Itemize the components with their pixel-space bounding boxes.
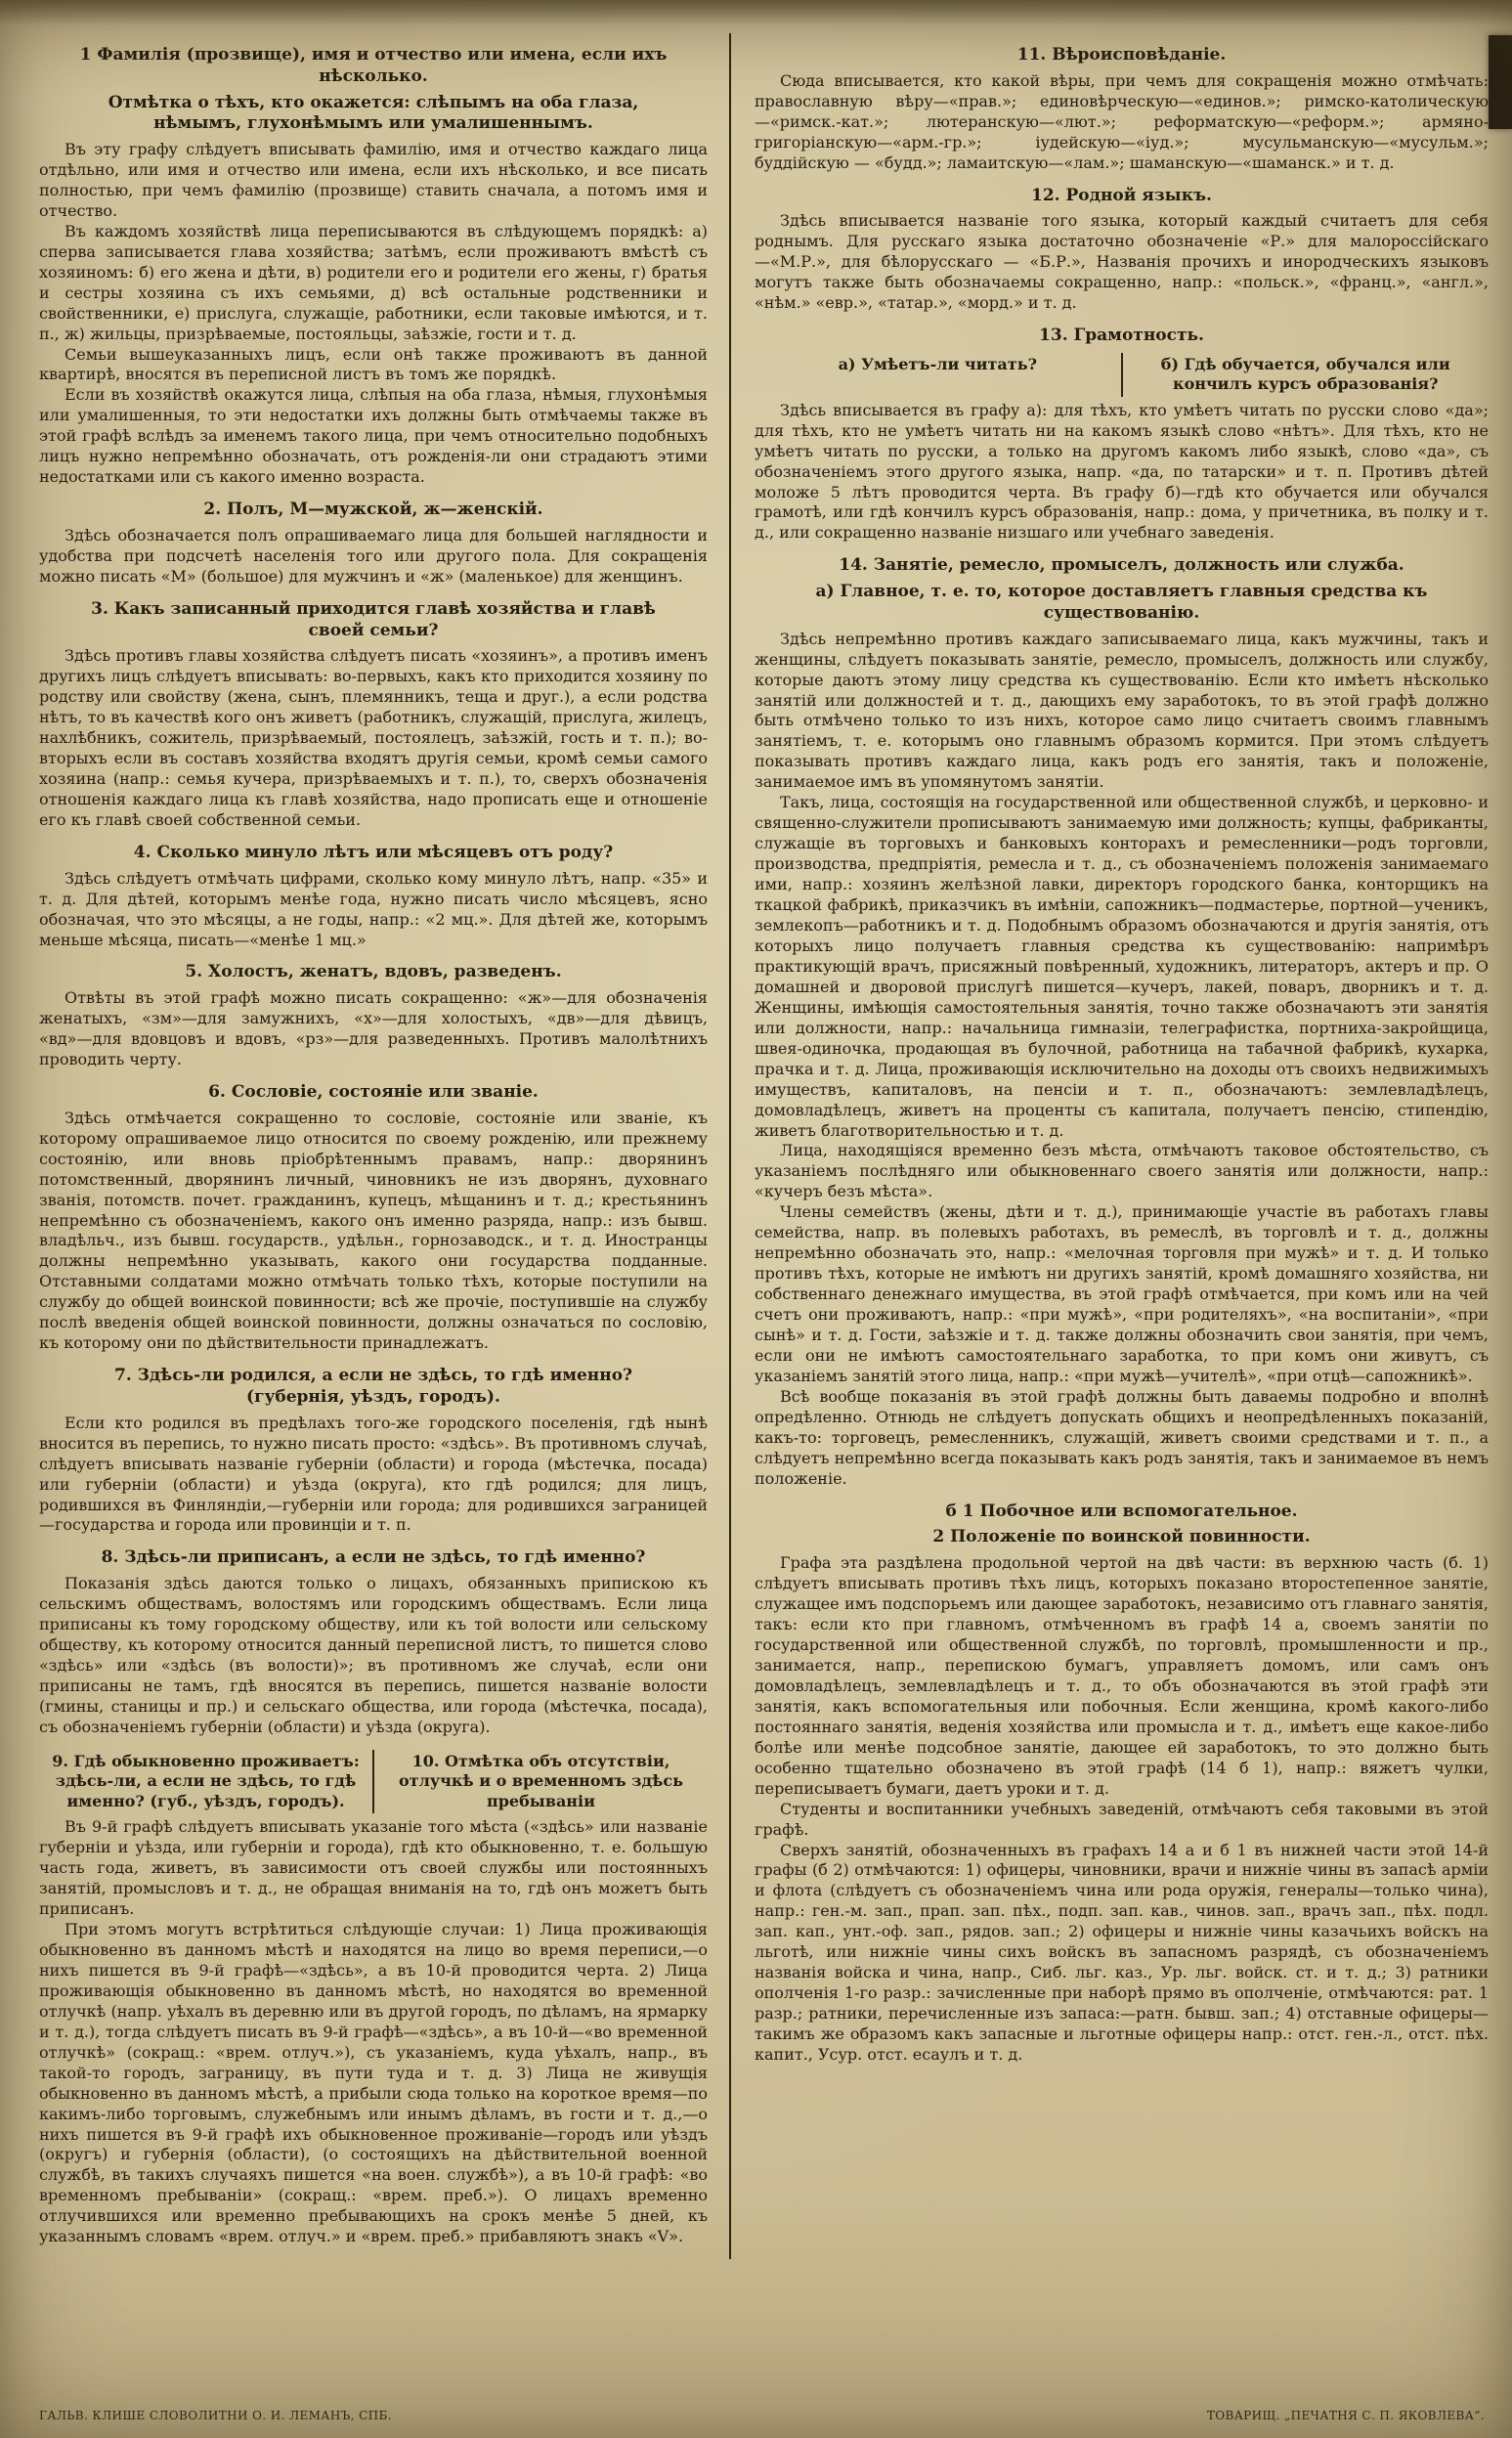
section-subheading: 2 Положеніе по воинской повинности. [932, 1527, 1311, 1547]
section-heading: 5. Холостъ, женатъ, вдовъ, разведенъ. [185, 962, 562, 982]
instruction-section [755, 186, 1489, 315]
right-column [731, 33, 1489, 2259]
paragraph: Лица, находящіяся временно безъ мѣста, отмѣчаютъ таковое обстоятельство, съ указаніемъ послѣдняго или обыкновеннаго своего занятія или должности, напр.: «кучеръ безъ мѣста». [755, 1141, 1489, 1201]
paragraph: Сверхъ занятій, обозначенныхъ въ графахъ 14 а и б 1 въ нижней части этой 14-й графы (б 2) отмѣчаются: 1) офицеры, чиновники, врачи и нижніе чины въ запасѣ арміи и флота (слѣдуетъ съ обозначеніемъ чина или рода оружія, генералы—только чина), напр.: ген.-м. зап., прап. зап. пѣх., подп. зап. кав., чинов. зап., врачъ зап., пѣх. подл. зап. кап., унт.-оф. зап., рядов. зап.; 2) офицеры и нижніе чины казачьихъ войскъ на льготѣ, или нижніе чины сихъ войскъ въ запасномъ разрядѣ, съ обозначеніемъ названія войска и чина, напр., Сиб. льг. каз., Ур. льг. войск. ст. и т. д.; 3) ратники ополченія 1-го разр.: зачисленные при наборѣ прямо въ ополченіе, отмѣчаются: рат. 1 разр.; ратники, перечисленные изъ запаса:—ратн. бывш. зап.; 4) отставные офицеры—такимъ же образомъ какъ запасные и льготные офицеры напр.: отст. ген.-л., отст. пѣх. капит., Усур. отст. есаулъ и т. д. [755, 1840, 1489, 2065]
split-heading-cell: б) Гдѣ обучается, обучался или кончилъ курсъ образованія? [1121, 353, 1490, 397]
paragraph: Здѣсь обозначается полъ опрашиваемаго лица для большей наглядности и удобства при подсчетѣ населенія того или другого пола. Для сокращенія можно писать «М» (большое) для мужчинъ и «ж» (маленькое) для женщинъ. [39, 525, 708, 586]
section-subheading: Отмѣтка о тѣхъ, кто окажется: слѣпымъ на оба глаза, нѣмымъ, глухонѣмымъ или умалишеннымъ. [108, 92, 639, 134]
paragraph: При этомъ могутъ встрѣтиться слѣдующіе случаи: 1) Лица проживающія обыкновенно въ данномъ мѣстѣ и находятся на лицо во время переписи,—о нихъ пишется въ 9-й графѣ—«здѣсь», а въ 10-й проводится черта. 2) Лица проживающія обыкновенно въ данномъ мѣстѣ, но находятся во временной отлучкѣ (напр. уѣхалъ въ деревню или въ другой городъ, по дѣламъ, на ярмарку и т. д.), тогда слѣдуетъ писать въ 9-й графѣ—«здѣсь», а въ 10-й—«во временной отлучкѣ» (сокращ.: «врем. отлуч.»), съ указаніемъ, куда уѣхалъ, напр., въ такой-то городъ, заграницу, въ пути туда и т. д. 3) Лица не живущія обыкновенно въ данномъ мѣстѣ, а прибыли сюда только на короткое время—по какимъ-либо торговымъ, служебнымъ или инымъ дѣламъ, въ гости и т. д.,—о нихъ пишется въ 9-й графѣ ихъ обыкновенное проживаніе—городъ или уѣздъ (округъ) и губернія (области), (о состоящихъ на дѣйствительной военной службѣ, въ такихъ случаяхъ пишется «на воен. службѣ»), а въ 10-й графѣ: «во временномъ пребываніи» (сокращ.: «врем. преб.»). О лицахъ временно отлучившихся или временно пребывающихъ на срокъ менѣе 5 дней, къ указаннымъ словамъ «врем. отлуч.» и «врем. преб.» прибавляютъ знакъ «V». [39, 1919, 708, 2246]
section-heading: 1 Фамилія (прозвище), имя и отчество или имена, если ихъ нѣсколько. [79, 45, 668, 86]
imprint-footer [39, 2409, 1485, 2422]
paragraph: Въ каждомъ хозяйствѣ лица переписываются въ слѣдующемъ порядкѣ: а) сперва записывается глава хозяйства; затѣмъ, если проживаютъ вмѣстѣ съ хозяиномъ: б) его жена и дѣти, в) родители его и родители его жены, г) братья и сестры хозяина съ ихъ семьями, д) всѣ остальные родственники и свойственники, е) прислуга, служащіе, работники, если таковые имѣются, и т. п., ж) жильцы, призрѣваемые, постояльцы, заѣзжіе, гости и т. д. [39, 221, 708, 343]
instruction-section [39, 1366, 708, 1536]
section-heading: б 1 Побочное или вспомогательное. [945, 1501, 1298, 1521]
paragraph: Здѣсь непремѣнно противъ каждаго записываемаго лица, какъ мужчины, такъ и женщины, слѣдуетъ показывать занятіе, ремесло, промыселъ, должность или службу, которые даютъ этому лицу средства къ существованію. Если кто имѣетъ нѣсколько занятій или должностей и т. д., дающихъ ему заработокъ, то въ этой графѣ должно быть отмѣчено только то изъ нихъ, которое само лицо считаетъ своимъ главнымъ занятіемъ, т. е. которымъ оно главнымъ образомъ кормится. При этомъ слѣдуетъ показывать противъ каждаго лица, какъ родъ его занятія, такъ и положеніе, занимаемое имъ въ упомянутомъ занятіи. [755, 629, 1489, 792]
paragraph: Сюда вписывается, кто какой вѣры, при чемъ для сокращенія можно отмѣчать: православную вѣру—«прав.»; единовѣрческую—«единов.»; римско-католическую—«римск.-кат.»; лютеранскую—«лют.»; реформатскую—«реформ.»; армяно-григоріанскую—«арм.-гр.»; іудейскую—«іуд.»; мусульманскую—«мусульм.»; буддійскую — «будд.»; ламаитскую—«лам.»; шаманскую—«шаманск.» и т. д. [755, 70, 1489, 172]
paragraph: Здѣсь вписывается въ графу а): для тѣхъ, кто умѣетъ читать по русски слово «да»; для тѣхъ, кто не умѣетъ читать ни на какомъ языкѣ слово «нѣтъ». Для тѣхъ, кто не умѣетъ читать по русски, а только на другомъ какомъ либо языкѣ, слово «да», съ обозначеніемъ этого другого языка, напр. «да, по татарски» и т. п. Противъ дѣтей моложе 5 лѣтъ проводится черта. Въ графу б)—гдѣ кто обучается или обучался грамотѣ, или гдѣ кончилъ курсъ образованія, напр.: дома, у причетника, въ полку и т. д., или сокращенно названіе низшаго или учебнаго заведенія. [755, 400, 1489, 543]
instruction-section [39, 962, 708, 1070]
paragraph: Семьи вышеуказанныхъ лицъ, если онѣ также проживаютъ въ данной квартирѣ, вносятся въ переписной листъ въ томъ же порядкѣ. [39, 344, 708, 384]
paragraph: Здѣсь вписывается названіе того языка, который каждый считаетъ для себя роднымъ. Для русскаго языка достаточно обозначеніе «Р.» для малороссійскаго—«М.Р.», для бѣлорусскаго — «Б.Р.», Названія прочихъ и инородческихъ языковъ могутъ также быть обозначаемы сокращенно, напр.: «польск.», «франц.», «англ.», «нѣм.» «евр.», «татар.», «морд.» и т. д. [755, 211, 1489, 313]
split-heading-cell: 10. Отмѣтка объ отсутствіи, отлучкѣ и о временномъ здѣсь пребываніи [372, 1750, 708, 1813]
paragraph: Отвѣты въ этой графѣ можно писать сокращенно: «ж»—для обозначенія женатыхъ, «зм»—для замужнихъ, «х»—для холостыхъ, «дв»—для дѣвицъ, «вд»—для вдовцовъ и вдовъ, «рз»—для разведенныхъ. Противъ малолѣтнихъ проводить черту. [39, 988, 708, 1069]
instruction-section [755, 1502, 1489, 2066]
paragraph: Графа эта раздѣлена продольной чертой на двѣ части: въ верхнюю часть (б. 1) слѣдуетъ вписывать противъ тѣхъ лицъ, которыхъ показано второстепенное занятіе, служащее имъ подспорьемъ или дающее заработокъ, независимо отъ главнаго занятія, такъ: если кто при главномъ, отмѣченномъ въ графѣ 14 а, своемъ занятіи по государственной или общественной службѣ, по торговлѣ, промышленности и пр., занимается, напр., перепискою бумагъ, управляетъ домомъ, или самъ онъ домовладѣлецъ, землевладѣлецъ и т. д., то объ обозначаются въ этой графѣ эти занятія, какъ вспомогательныя или побочныя. Если женщина, кромѣ какого-либо постояннаго занятія, веденія хозяйства или промысла и т. д., имѣетъ еще какое-либо болѣе или менѣе подсобное занятіе, дающее ей заработокъ, то это должно быть особенно тщательно обозначено въ этой графѣ (14 б 1), напр.: вяжетъ чулки, переписываетъ бумаги, даетъ уроки и т. д. [755, 1553, 1489, 1798]
section-heading: 13. Грамотность. [1039, 326, 1204, 346]
section-heading: 7. Здѣсь-ли родился, а если не здѣсь, то гдѣ именно? (губернія, уѣздъ, городъ). [113, 1366, 632, 1407]
instruction-section [39, 45, 708, 488]
left-column [39, 33, 729, 2259]
instruction-section [39, 1082, 708, 1354]
paragraph: Студенты и воспитанники учебныхъ заведеній, отмѣчаютъ себя таковыми въ этой графѣ. [755, 1799, 1489, 1839]
paragraph: Если кто родился въ предѣлахъ того-же городского поселенія, гдѣ нынѣ вносится въ перепись, то нужно писать просто: «здѣсь». Въ противномъ случаѣ, слѣдуетъ вписывать названіе губерніи (области) и города (мѣстечка, посада) или губерніи (области) и уѣзда (округа), кто гдѣ родился; для лицъ, родившихся въ Финляндіи,—губерніи или города; для родившихся заграницей—государства и города или провинціи и т. п. [39, 1413, 708, 1535]
section-heading: 2. Полъ, М—мужской, ж—женскій. [203, 500, 543, 520]
section-heading: 11. Вѣроисповѣданіе. [1016, 45, 1227, 65]
section-heading: 12. Родной языкъ. [1031, 185, 1212, 205]
split-heading-row [39, 1750, 708, 1813]
section-heading: 6. Сословіе, состояніе или званіе. [208, 1082, 539, 1103]
section-heading: 4. Сколько минуло лѣтъ или мѣсяцевъ отъ роду? [133, 842, 614, 862]
split-heading-cell: а) Умѣетъ-ли читать? [838, 354, 1037, 373]
paragraph: Показанія здѣсь даются только о лицахъ, обязанныхъ припискою къ сельскимъ обществамъ, волостямъ или городскимъ обществамъ. Если лица приписаны къ тому городскому обществу, или къ той волости или сельскому обществу, къ которому относится данный переписной листъ, то пишется слово «здѣсь» или «здѣсь (въ волости)»; въ противномъ же случаѣ, если они приписаны не тамъ, гдѣ вносятся въ перепись, пишется названіе волости (гмины, станицы и пр.) и сельскаго общества, или города (мѣстечка, посада), съ обозначеніемъ губерніи (области) и уѣзда (округа). [39, 1574, 708, 1736]
paragraph: Здѣсь противъ главы хозяйства слѣдуетъ писать «хозяинъ», а противъ именъ другихъ лицъ слѣдуетъ вписывать: во-первыхъ, какъ кто приходится хозяину по родству или свойству (жена, сынъ, племянникъ, теща и друг.), а если родства нѣтъ, то въ качествѣ кого онъ живетъ (работникъ, служащій, прислуга, жилецъ, нахлѣбникъ, сожитель, призрѣваемый, постоялецъ, заѣзжій, гость и т. п.); во-вторыхъ если въ составъ хозяйства входятъ другія семьи, кромѣ семьи самого хозяина (напр.: семья кучера, призрѣваемыхъ и т. п.), то, сверхъ обозначенія отношенія каждаго лица къ главѣ хозяйства, надо прописать еще и отношеніе его къ главѣ своей собственной семьи. [39, 646, 708, 829]
section-heading: 3. Какъ записанный приходится главѣ хозяйства и главѣ своей семьи? [91, 598, 656, 640]
section-subheading: а) Главное, т. е. то, которое доставляетъ главныя средства къ существованію. [815, 582, 1428, 623]
paragraph: Всѣ вообще показанія въ этой графѣ должны быть даваемы подробно и вполнѣ опредѣленно. Отнюдь не слѣдуетъ допускать общихъ и неопредѣленныхъ показаній, какъ-то: торговецъ, ремесленникъ, служащій, живетъ своими средствами и т. п., а слѣдуетъ непремѣнно всегда показывать какъ родъ занятія, такъ и занимаемое въ немъ положеніе. [755, 1386, 1489, 1488]
paragraph: Здѣсь слѣдуетъ отмѣчать цифрами, сколько кому минуло лѣтъ, напр. «35» и т. д. Для дѣтей, которымъ менѣе года, нужно писать число мѣсяцевъ, ясно обозначая, что это мѣсяцы, а не годы, напр.: «2 мц.». Для дѣтей же, которымъ меньше мѣсяца, писать—«менѣе 1 мц.» [39, 868, 708, 949]
instruction-section [39, 1750, 708, 2247]
paragraph: Въ эту графу слѣдуетъ вписывать фамилію, имя и отчество каждаго лица отдѣльно, или имя и отчество или имена, если ихъ нѣсколько, и все писать полностью, при чемъ фамилію (прозвище) ставить сначала, а потомъ имя и отчество. [39, 140, 708, 220]
printer-credit-right: ТОВАРИЩ. „ПЕЧАТНЯ С. П. ЯКОВЛЕВА“. [1206, 2409, 1485, 2422]
paragraph: Въ 9-й графѣ слѣдуетъ вписывать указаніе того мѣста («здѣсь» или названіе губерніи и уѣзда, или губерніи и города), гдѣ кто обыкновенно, т. е. большую часть года, живетъ, въ зависимости отъ своей службы или постоянныхъ занятій, промысловъ и т. д., не обращая вниманія на то, гдѣ онъ можетъ быть приписанъ. [39, 1817, 708, 1919]
section-heading: 14. Занятіе, ремесло, промыселъ, должность или служба. [839, 555, 1404, 576]
instruction-section [39, 500, 708, 588]
instruction-section [39, 599, 708, 831]
paragraph: Если въ хозяйствѣ окажутся лица, слѣпыя на оба глаза, нѣмыя, глухонѣмыя или умалишенныя, то эти недостатки ихъ должны быть отмѣчаемы также въ этой графѣ вслѣдъ за именемъ такого лица, при чемъ относительно подобныхъ лицъ нужно непремѣнно обозначать, отъ рожденія-ли они страдаютъ этими недостатками или съ какого именно возраста. [39, 385, 708, 487]
instruction-section [39, 843, 708, 951]
paragraph: Здѣсь отмѣчается сокращенно то сословіе, состояніе или званіе, къ которому опрашиваемое лицо относится по своему рожденію, или прежнему состоянію, или вновь пріобрѣтеннымъ правамъ, напр.: дворянинъ потомственный, дворянинъ личный, чиновникъ не изъ дворянъ, духовнаго званія, потомств. почет. гражданинъ, купецъ, мѣщанинъ и т. д.; крестьянинъ непремѣнно съ обозначеніемъ, какого онъ именно разряда, напр.: изъ бывш. владѣльч., изъ бывш. государств., удѣльн., горнозаводск., и т. д. Иностранцы должны непремѣнно указывать, какого они государства подданные. Отставными солдатами можно отмѣчать только тѣхъ, которые поступили на службу до общей воинской повинности; всѣ же прочіе, поступившіе на службу послѣ введенія общей воинской повинности, должны означаться по сословію, къ которому они по дѣйствительности принадлежатъ. [39, 1108, 708, 1353]
paragraph: Члены семействъ (жены, дѣти и т. д.), принимающіе участіе въ работахъ главы семейства, напр. въ полевыхъ работахъ, въ ремеслѣ, въ торговлѣ и т. д., должны непремѣнно обозначать это, напр.: «мелочная торговля при мужѣ» и т. д. И только противъ тѣхъ, которые не имѣютъ ни другихъ занятій, кромѣ домашняго хозяйства, ни собственнаго денежнаго имущества, въ этой графѣ отмѣчается, при комъ или на чей счетъ они проживаютъ, напр.: «при мужѣ», «при родителяхъ», «на воспитаніи», «при сынѣ» и т. д. Гости, заѣзжіе и т. д. также должны обозначить свои занятія, при чемъ, если они не имѣютъ самостоятельнаго заработка, то при комъ они живутъ, съ указаніемъ занятій этого лица, напр.: «при мужѣ—учителѣ», «при отцѣ—сапожникѣ». [755, 1202, 1489, 1385]
instruction-section [755, 326, 1489, 544]
instruction-section [755, 45, 1489, 174]
split-heading-row [755, 353, 1489, 397]
section-heading: 8. Здѣсь-ли приписанъ, а если не здѣсь, то гдѣ именно? [101, 1547, 646, 1568]
printer-credit-left: ГАЛЬВ. КЛИШЕ СЛОВОЛИТНИ О. И. ЛЕМАНЪ, СПБ. [39, 2409, 392, 2422]
split-heading-cell: 9. Гдѣ обыкновенно проживаетъ: здѣсь-ли, а если не здѣсь, то гдѣ именно? (губ., уѣздъ, городъ). [52, 1751, 360, 1810]
instruction-section [39, 1547, 708, 1737]
paragraph: Такъ, лица, состоящія на государственной или общественной службѣ, и церковно- и священно-служители прописываютъ занимаемую ими должность; купцы, фабриканты, служащіе въ торговыхъ и банковыхъ конторахъ и ремесленники—родъ торговли, производства, предпріятія, ремесла и т. д., съ обозначеніемъ положенія занимаемаго ими, напр.: хозяинъ желѣзной лавки, директоръ городского банка, конторщикъ на ткацкой фабрикѣ, приказчикъ въ имѣніи, сапожникъ—подмастерье, портной—ученикъ, землекопъ—работникъ и т. д. Подобнымъ образомъ обозначаются и другія занятія, отъ которыхъ лицо получаетъ главныя средства къ существованію: напримѣръ практикующій врачъ, присяжный повѣренный, художникъ, литераторъ, актеръ и пр. О домашней и дворовой прислугѣ пишется—кучеръ, лакей, поваръ, дворникъ и т. д. Женщины, имѣющія самостоятельныя занятія, точно также обозначаютъ эти занятія или должности, напр.: начальница гимназіи, телеграфистка, портниха-закройщица, швея-одиночка, продающая въ булочной, работница на табачной фабрикѣ, кухарка, прачка и т. д. Лица, проживающія исключительно на доходы отъ своихъ недвижимыхъ имуществъ, капиталовъ, на пенсіи и т. п., обозначаютъ: землевладѣлецъ, домовладѣлецъ, живетъ на проценты съ капитала, получаетъ пенсію, стипендію, живетъ благотворительностью и т. д. [755, 793, 1489, 1140]
instruction-section [755, 555, 1489, 1489]
